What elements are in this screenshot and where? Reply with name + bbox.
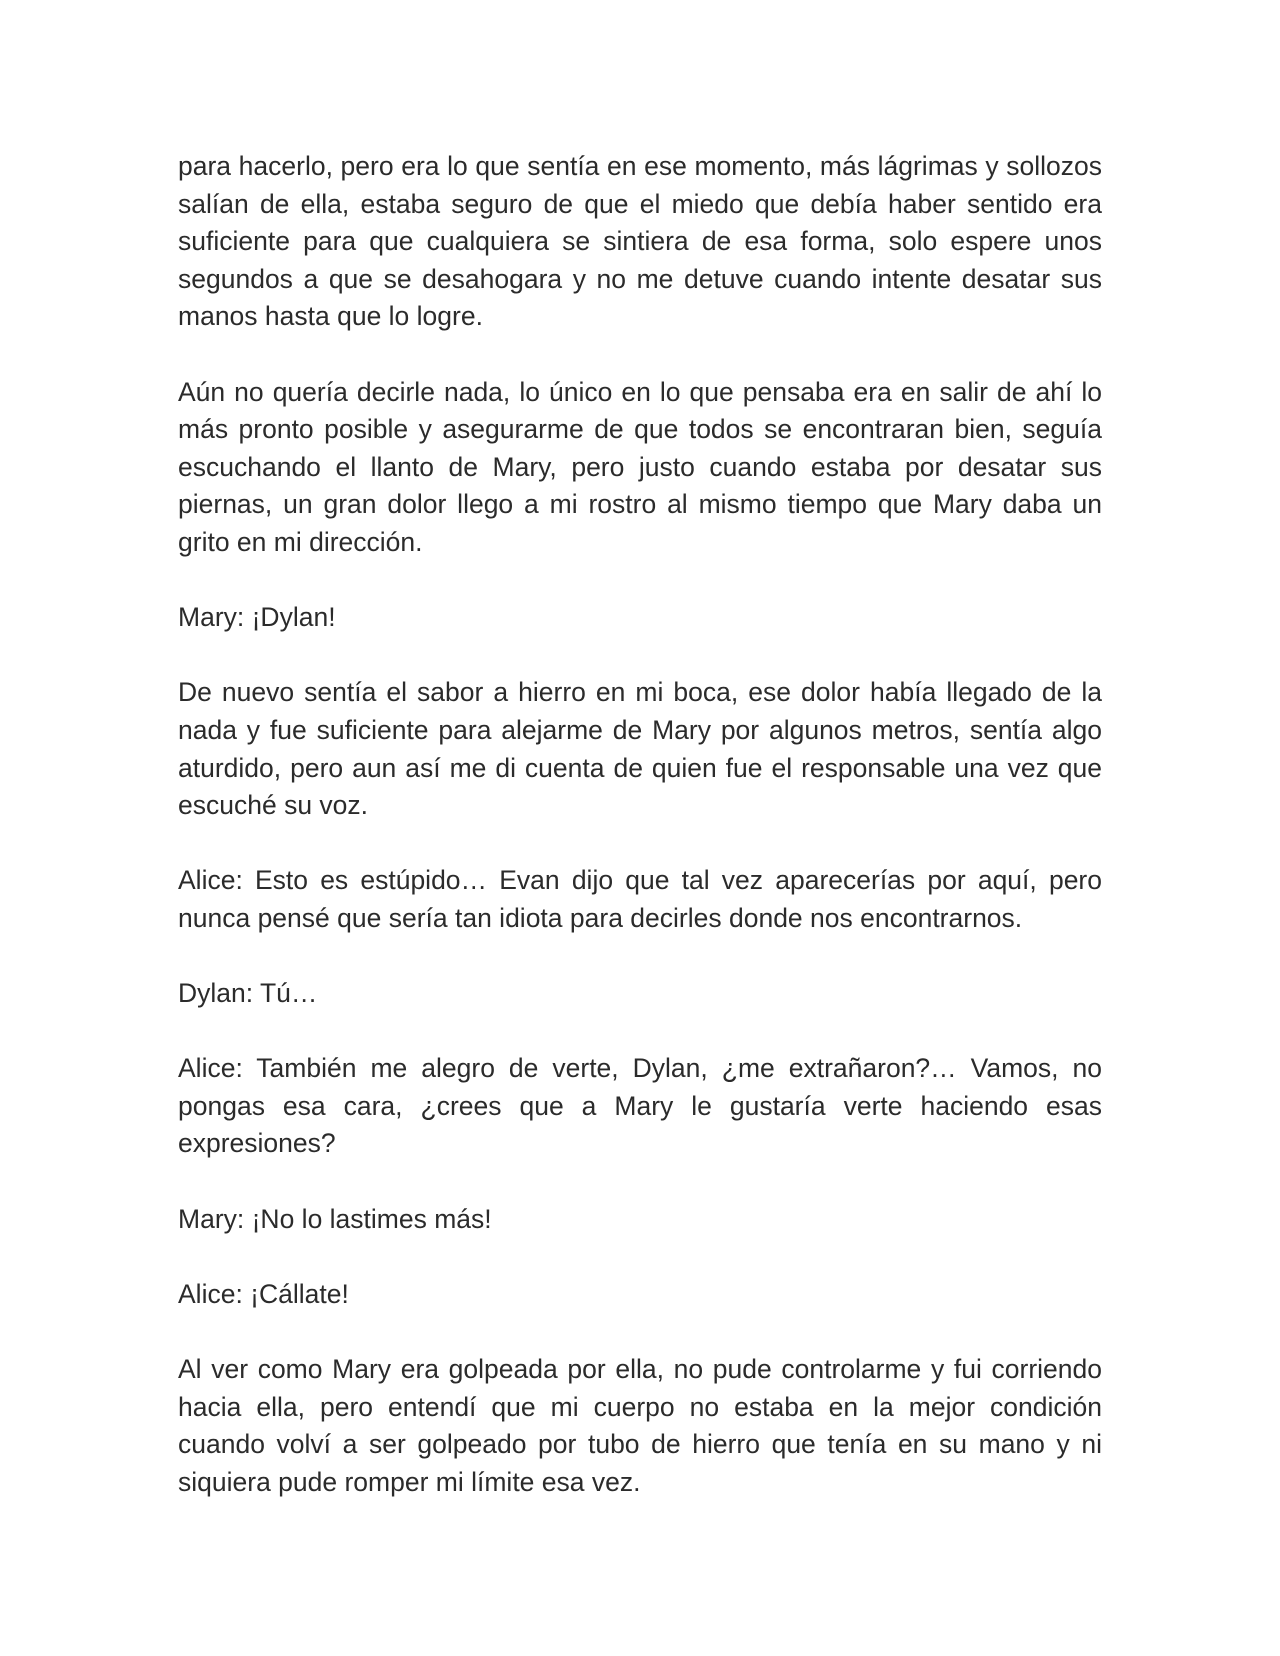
paragraph-3: De nuevo sentía el sabor a hierro en mi boca, ese dolor había llegado de la nada y fue suficiente para alejarme de Mary por algunos metros, sentía algo aturdido, pero aun así me di cuenta de quien fue el responsable una vez que escuché su voz. [178,677,1102,821]
dialogue-line-alice-1: Alice: Esto es estúpido… Evan dijo que tal vez aparecerías por aquí, pero nunca pensé que sería tan idiota para decirles donde nos encontrarnos. [178,865,1102,933]
document-page [178,148,1102,1501]
paragraph-2: Aún no quería decirle nada, lo único en lo que pensaba era en salir de ahí lo más pronto posible y asegurarme de que todos se encontraran bien, seguía escuchando el llanto de Mary, pero justo cuando estaba por desatar sus piernas, un gran dolor llego a mi rostro al mismo tiempo que Mary daba un grito en mi dirección. [178,376,1102,557]
paragraph-1: para hacerlo, pero era lo que sentía en ese momento, más lágrimas y sollozos salían de ella, estaba seguro de que el miedo que debía haber sentido era suficiente para que cualquiera se sintiera de esa forma, solo espere unos segundos a que se desahogara y no me detuve cuando intente desatar sus manos hasta que lo logre. [178,151,1102,332]
paragraph-4: Al ver como Mary era golpeada por ella, no pude controlarme y fui corriendo hacia ella, pero entendí que mi cuerpo no estaba en la mejor condición cuando volví a ser golpeado por tubo de hierro que tenía en su mano y ni siquiera pude romper mi límite esa vez. [178,1354,1102,1497]
dialogue-line-mary-2: Mary: ¡No lo lastimes más! [178,1203,492,1234]
dialogue-line-alice-3: Alice: ¡Cállate! [178,1278,349,1309]
dialogue-line-alice-2: Alice: También me alegro de verte, Dylan, ¿me extrañaron?… Vamos, no pongas esa cara, ¿crees que a Mary le gustaría verte haciendo esas expresiones? [178,1053,1102,1159]
dialogue-line-mary-1: Mary: ¡Dylan! [178,602,336,633]
dialogue-line-dylan-1: Dylan: Tú… [178,978,318,1009]
